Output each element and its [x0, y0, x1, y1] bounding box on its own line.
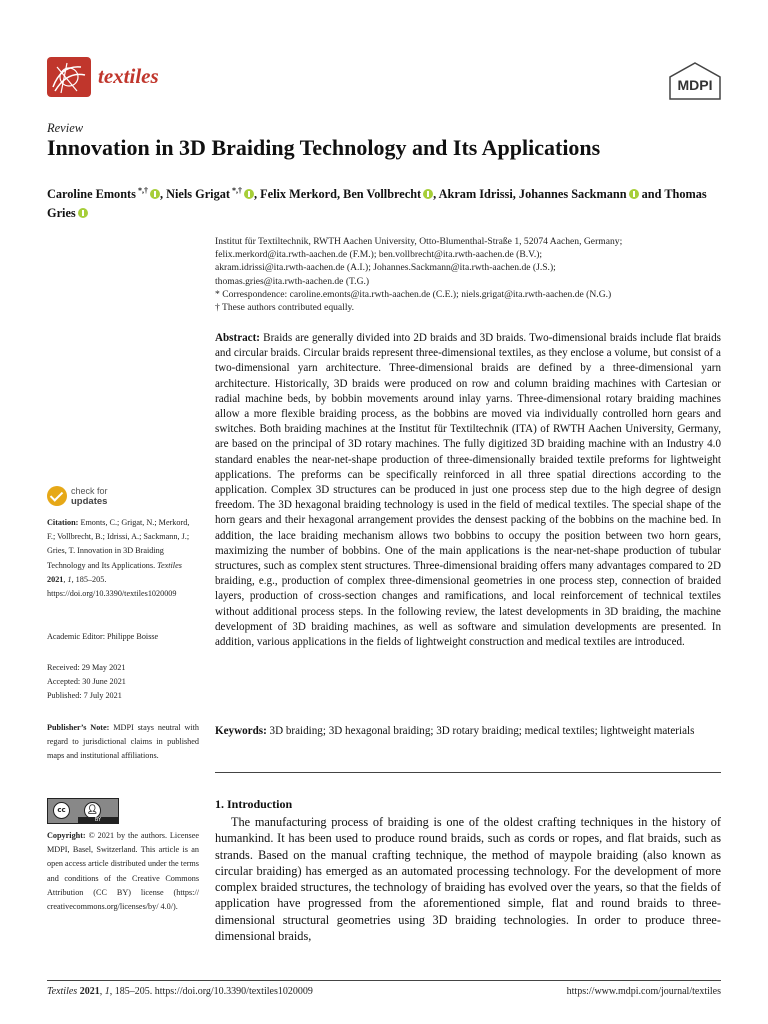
footer-pages-doi: , 185–205. https://doi.org/10.3390/textiles1020009: [109, 986, 313, 997]
author-name: Caroline Emonts: [47, 187, 136, 202]
publisher-note: [47, 721, 199, 764]
academic-editor: Academic Editor: Philippe Boisse: [47, 632, 159, 641]
citation-year: 2021: [47, 574, 64, 584]
affiliation-line: felix.merkord@ita.rwth-aachen.de (F.M.); ben.vollbrecht@ita.rwth-aachen.de (B.V.);: [215, 249, 543, 261]
checkmark-icon: [47, 486, 67, 506]
check-updates-label-bold: updates: [71, 496, 108, 507]
check-updates-label: check for: [71, 486, 108, 496]
author-name: Ben Vollbrecht: [343, 187, 422, 202]
affiliation-line: thomas.gries@ita.rwth-aachen.de (T.G.): [215, 275, 370, 287]
introduction-body: [215, 814, 721, 944]
footer-year: 2021: [79, 986, 100, 997]
section-divider: [215, 772, 721, 773]
author-separator: ,: [159, 187, 167, 202]
orcid-icon[interactable]: [423, 189, 433, 199]
abstract: [215, 331, 721, 650]
author-marker: *,†: [135, 186, 148, 195]
author-name: Felix Merkord: [260, 187, 337, 202]
check-for-updates-button[interactable]: [47, 486, 127, 512]
by-person-icon: 👤︎: [84, 802, 101, 819]
keywords: [215, 724, 721, 739]
publisher-note-text: MDPI stays neutral with regard to jurisdictional claims in published maps and institutional affiliations.: [47, 723, 200, 761]
publication-dates: [47, 661, 199, 704]
abstract-label: Abstract:: [215, 332, 260, 344]
author-list: [47, 181, 727, 223]
citation-pages-doi: , 185–205. https://doi.org/10.3390/textiles1020009: [47, 574, 177, 599]
affiliations: [215, 235, 735, 314]
paper-title: Innovation in 3D Braiding Technology and Its Applications: [47, 135, 601, 160]
mdpi-logo-icon: [666, 61, 724, 101]
copyright-text: © 2021 by the authors. Licensee MDPI, Basel, Switzerland. This article is an open access article distributed under the terms and conditions of the Creative Commons Attribution (CC BY) license (https:// creativecommons.org/licenses/by/ 4.0/).: [47, 831, 200, 912]
author-name: and Thomas Gries: [47, 187, 707, 221]
author-separator: ,: [253, 187, 261, 202]
article-type: Review: [47, 121, 84, 135]
footer-citation: Textiles 2021, 1, 185–205. https://doi.org/10.3390/textiles1020009: [47, 986, 313, 997]
published-date: Published: 7 July 2021: [47, 691, 122, 701]
journal-url-link[interactable]: https://www.mdpi.com/journal/textiles: [566, 986, 721, 997]
citation-label: Citation:: [47, 518, 79, 527]
author-marker: *,†: [229, 186, 242, 195]
citation-journal: Textiles: [157, 560, 182, 570]
introduction-paragraph: The manufacturing process of braiding is one of the oldest crafting techniques in the history of humankind. It has been used to produce round braids, such as cords or ropes, and flat braids, such as strands. Based on the manual crafting technique, the method of maypole braiding (also known as circular braiding) has emerged as an automated processing technology. For the development of more complex braided structures, the technology of braiding has evolved over the years, so that the fields of application have progressed from the aforementioned simple, flat and round braids to three-dimensional structural geometries using 3D braiding technologies. In order to produce three-dimensional braids,: [215, 815, 721, 944]
cc-icon: cc: [53, 802, 70, 819]
received-date: Received: 29 May 2021: [47, 663, 126, 672]
correspondence-line: * Correspondence: caroline.emonts@ita.rwth-aachen.de (C.E.); niels.grigat@ita.rwth-aachen.de (N.G.): [215, 288, 612, 300]
orcid-icon[interactable]: [629, 189, 639, 199]
copyright-notice: [47, 829, 199, 914]
citation-text: Emonts, C.; Grigat, N.; Merkord, F.; Vollbrecht, B.; Idrissi, A.; Sackmann, J.; Gries, T. Innovation in 3D Braiding Technology and Its Applications.: [47, 518, 190, 570]
affiliation-line: akram.idrissi@ita.rwth-aachen.de (A.I.); Johannes.Sackmann@ita.rwth-aachen.de (J.S.);: [215, 262, 556, 274]
keywords-label: Keywords:: [215, 725, 267, 737]
copyright-label: Copyright:: [47, 831, 86, 840]
accepted-date: Accepted: 30 June 2021: [47, 677, 126, 687]
citation-block: Citation: Emonts, C.; Grigat, N.; Merkord, F.; Vollbrecht, B.; Idrissi, A.; Sackmann, J.; Gries, T. Innovation in 3D Braiding Technology and Its Applications. Textiles 2021, 1, 185–205. https://doi.org/10.3390/textiles1020009: [47, 518, 190, 599]
by-label: BY: [78, 817, 118, 823]
author-name: Akram Idrissi: [438, 187, 513, 202]
keywords-text: 3D braiding; 3D hexagonal braiding; 3D rotary braiding; medical textiles; lightweight materials: [269, 725, 695, 737]
orcid-icon[interactable]: [78, 208, 88, 218]
equal-contribution-note: † These authors contributed equally.: [215, 302, 355, 314]
citation-volume: 1: [67, 574, 72, 584]
affiliation-line: Institut für Textiltechnik, RWTH Aachen University, Otto-Blumenthal-Straße 1, 52074 Aachen, Germany;: [215, 236, 623, 247]
cc-by-license-badge[interactable]: [47, 798, 119, 824]
author-separator: ,: [512, 187, 519, 202]
journal-logo-icon: [47, 57, 91, 97]
orcid-icon[interactable]: [150, 189, 160, 199]
author-name: Niels Grigat: [166, 187, 230, 202]
abstract-text: Braids are generally divided into 2D braids and 3D braids. Two-dimensional braids include flat braids and circular braids. Circular braids represent three-dimensional textiles, as they enclose a volume, but consist of a two-dimensional yarn architecture. Three-dimensional braids are defined by a three-dimensional yarn architecture. Historically, 3D braids were produced on row and column braiding machines with Cartesian or radial machine beds, by bobbin movements around inlay yarns. Three-dimensional rotary braiding machines allow a more flexible braiding process, as the bobbins are moved via individually controlled horn gears and switches. Both braiding machines at the Institut für Textiltechnik (ITA) of RWTH Aachen University, Germany, are based on the principal of 3D rotary machines. The fully digitized 3D braiding machine with an Industry 4.0 standard enables the near-net-shape production of three-dimensionally braided textile preforms for lightweight applications. The preforms can be specifically reinforced in all three spatial directions according to the application. Complex 3D structures can be produced in just one process step due to the high degree of design freedom. The 3D hexagonal braiding technology is used in the field of medical textiles. The special shape of the horn gears and their hexagonal arrangement provides the densest packing of the bobbins on the machine bed. In addition, the lace braiding mechanism allows two bobbins to occupy the position between two horn gears, maximizing the number of bobbins. One of the main applications is the near-net-shape production of tubular structures, such as complex stent structures. Three-dimensional braiding offers many advantages compared to 2D braiding, e.g., production of complex three-dimensional geometries in one process step, connection of braided layers, production of cross-section changes and ramifications, and local reinforcement of technical textiles without additional process steps. In the following review, the latest developments in 3D braiding, the machine development of 3D braiding machines, as well as software and simulation developments are presented. In addition, various applications in the fields of lightweight construction and medical textiles are introduced.: [215, 332, 721, 649]
publisher-note-label: Publisher’s Note:: [47, 723, 110, 732]
author-separator: ,: [433, 187, 439, 202]
section-heading-introduction: 1. Introduction: [215, 797, 293, 811]
journal-name: textiles: [98, 64, 159, 88]
mdpi-logo-text: MDPI: [677, 77, 713, 93]
author-name: Johannes Sackmann: [518, 187, 627, 202]
footer-journal: Textiles: [47, 986, 78, 997]
footer-divider: [47, 980, 721, 981]
footer-volume: 1: [104, 986, 110, 997]
orcid-icon[interactable]: [244, 189, 254, 199]
author-separator: ,: [336, 187, 344, 202]
